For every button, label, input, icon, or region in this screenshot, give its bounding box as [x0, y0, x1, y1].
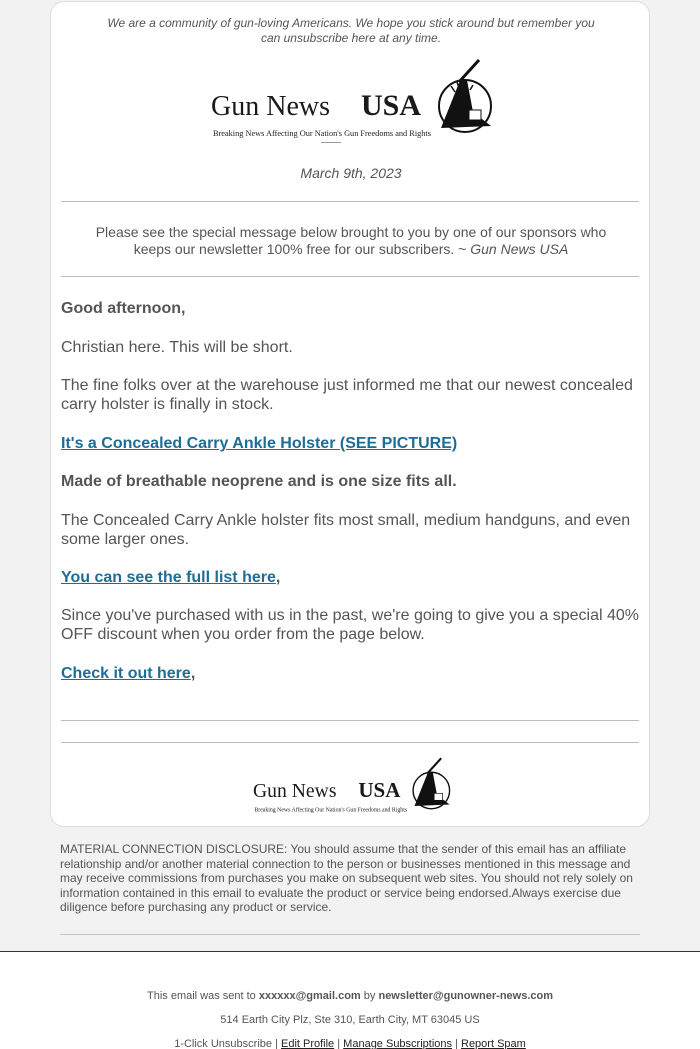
paragraph: The Concealed Carry Ankle holster fits most small, medium handguns, and even some larger ones.	[61, 512, 631, 548]
email-footer	[0, 951, 700, 1049]
full-list-line: You can see the full list here,	[61, 569, 281, 586]
holster-link-line	[61, 434, 641, 453]
edit-profile-link[interactable]: Edit Profile	[280, 1038, 335, 1049]
recipient-email: xxxxxx@gmail.com	[258, 990, 361, 1002]
report-spam-link[interactable]: Report Spam	[461, 1038, 526, 1049]
intro-text: We are a community of gun-loving Americans. We hope you stick around but remember you can unsubscribe here at any time.	[107, 16, 595, 45]
sender-email: newsletter@gunowner-news.com	[378, 990, 554, 1002]
statue-of-liberty-icon	[413, 758, 450, 809]
divider	[61, 742, 639, 743]
full-list-link[interactable]: You can see the full list here	[61, 569, 276, 586]
sent-to-line: This email was sent to xxxxxx@gmail.com by newsletter@gunowner-news.com	[146, 990, 554, 1002]
brand-tagline: Breaking News Affecting Our Nation's Gun Freedoms and Rights	[213, 129, 431, 138]
footer-brand-name: Gun News	[253, 779, 337, 802]
paragraph: Since you've purchased with us in the past, we're going to give you a special 40% OFF discount when you order from the page below.	[61, 607, 640, 643]
mailing-address: 514 Earth City Plz, Ste 310, Earth City, MT 63045 US	[220, 1014, 480, 1026]
unsubscribe-text[interactable]: 1-Click Unsubscribe	[174, 1038, 272, 1049]
product-feature: Made of breathable neoprene and is one size fits all.	[61, 473, 457, 490]
issue-date: March 9th, 2023	[300, 165, 402, 181]
footer-logo	[253, 756, 451, 818]
sponsor-note-signature: Gun News USA	[470, 241, 569, 257]
footer-brand-name-usa: USA	[358, 777, 401, 802]
check-it-out-line: Check it out here,	[61, 665, 196, 682]
brand-name: Gun News	[211, 91, 330, 122]
brand-logo	[211, 58, 493, 144]
check-it-out-link[interactable]: Check it out here	[61, 665, 191, 682]
divider	[60, 934, 640, 935]
divider	[61, 720, 639, 721]
divider	[61, 201, 639, 202]
greeting: Good afternoon,	[61, 300, 186, 317]
footer-links: 1-Click Unsubscribe | Edit Profile | Manage Subscriptions | Report Spam	[174, 1038, 526, 1049]
manage-subscriptions-link[interactable]: Manage Subscriptions	[343, 1038, 453, 1049]
sponsor-note-text: Please see the special message below brought to you by one of our sponsors who keeps our newsletter 100% free for our subscribers. ~	[95, 224, 607, 257]
brand-name-usa: USA	[361, 89, 422, 122]
sponsor-note	[51, 224, 651, 258]
divider	[61, 276, 639, 277]
see-picture-link[interactable]: It's a Concealed Carry Ankle Holster (SEE PICTURE)	[61, 435, 458, 452]
paragraph: Christian here. This will be short.	[61, 339, 293, 356]
statue-of-liberty-icon	[439, 60, 491, 132]
footer-brand-tagline: Breaking News Affecting Our Nation's Gun Freedoms and Rights	[254, 807, 408, 814]
paragraph: The fine folks over at the warehouse just informed me that our newest concealed carry holster is finally in stock.	[61, 377, 633, 413]
material-disclosure: MATERIAL CONNECTION DISCLOSURE: You should assume that the sender of this email has an affiliate relationship and/or another material connection to the person or businesses mentioned in this message and may receive commissions from purchases you make on subsequent web sites. You should not rely solely on information contained in this email to evaluate the product or service being endorsed.Always exercise due diligence before purchasing any product or service.	[60, 842, 633, 914]
email-card	[50, 1, 650, 827]
